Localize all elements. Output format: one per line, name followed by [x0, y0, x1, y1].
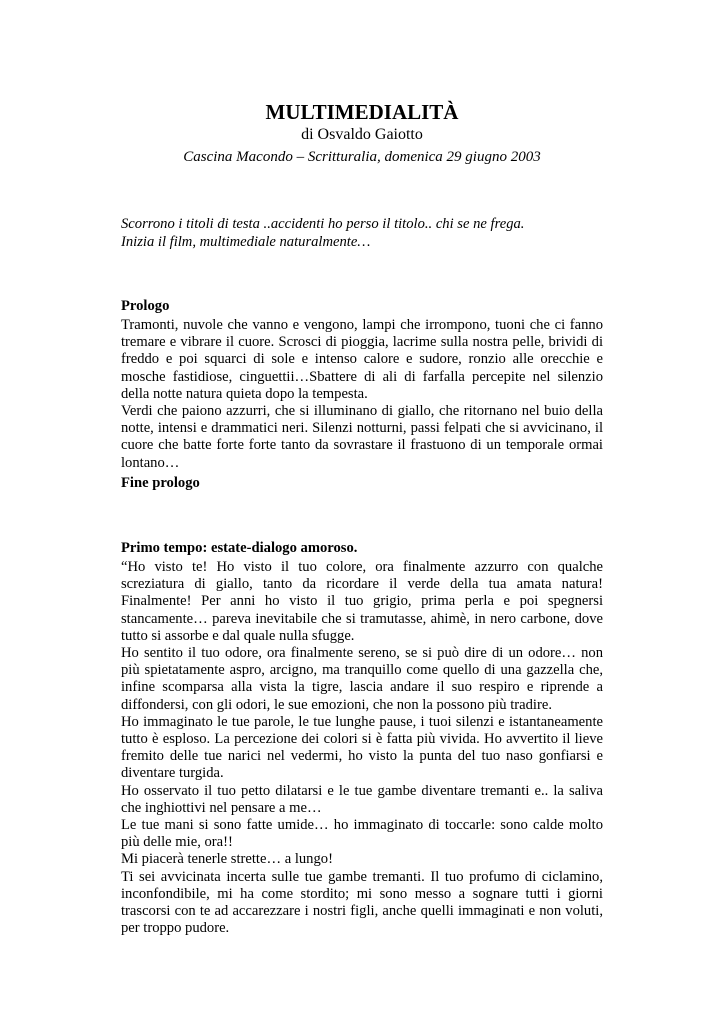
- prologue-paragraph: Verdi che paiono azzurri, che si illuminano di giallo, che ritornano nel buio della notte, intensi e drammatici neri. Silenzi notturni, passi felpati che si avvicinano, il cuore che batte forte forte tanto da sovrastare il frastuono di un temporale ormai lontano…: [121, 403, 603, 471]
- first-part-heading: Primo tempo: estate-dialogo amoroso.: [121, 540, 358, 556]
- first-part-paragraph: Ti sei avvicinata incerta sulle tue gambe tremanti. Il tuo profumo di ciclamino, inconfondibile, mi ha come stordito; mi sono messo a sognare tutti i giorni trascorsi con te ad accarezzare i nostri figli, anche quelli immaginati e non voluti, per troppo pudore.: [121, 868, 603, 937]
- event-line: Cascina Macondo – Scritturalia, domenica 29 giugno 2003: [183, 149, 541, 165]
- intro-line: Scorrono i titoli di testa ..accidenti ho perso il titolo.. chi se ne frega.: [121, 216, 525, 232]
- first-part-paragraph: Le tue mani si sono fatte umide… ho immaginato di toccarle: sono calde molto più delle mie, ora!!: [121, 817, 603, 851]
- first-part-paragraph: Ho osservato il tuo petto dilatarsi e le tue gambe diventare tremanti e.. la saliva che inghiottivi nel pensare a me…: [121, 782, 603, 816]
- first-part-section: [121, 539, 603, 937]
- intro-block: [121, 215, 611, 251]
- intro-line: Inizia il film, multimediale naturalmente…: [121, 234, 371, 250]
- first-part-paragraph: Ho sentito il tuo odore, ora finalmente sereno, se si può dire di un odore… non più spietatamente aspro, arcigno, ma tranquillo come quello di una gazzella che, infine scomparsa alla vista la tigre, lascia andare il suo respiro e riprende a diffondersi, con gli odori, le sue emozioni, che non la possono più tradire.: [121, 645, 603, 713]
- prologue-section: [121, 297, 603, 472]
- prologue-end-heading: Fine prologo: [121, 475, 200, 491]
- prologue-heading: Prologo: [121, 298, 170, 314]
- document-author: di Osvaldo Gaiotto: [301, 126, 423, 143]
- first-part-paragraph: Ho immaginato le tue parole, le tue lunghe pause, i tuoi silenzi e istantaneamente tutto è esploso. La percezione dei colori si è fatta più vivida. Ho avvertito il lieve fremito delle tue narici nel vedermi, ho visto la punta del tuo naso gonfiarsi e diventare turgida.: [121, 713, 603, 782]
- prologue-paragraph: Tramonti, nuvole che vanno e vengono, lampi che irrompono, tuoni che ci fanno tremare e vibrare il cuore. Scrosci di pioggia, lacrime sulla nostra pelle, brividi di freddo e poi squarci di sole e intenso calore e sudore, ronzio alle orecchie e mosche fastidiose, cinguettii…Sbattere di ali di farfalla percepite nel silenzio della notte natura quieta dopo la tempesta.: [121, 317, 603, 402]
- document-title: MULTIMEDIALITÀ: [265, 100, 459, 124]
- first-part-paragraph: Mi piacerà tenerle strette… a lungo!: [121, 851, 333, 868]
- first-part-paragraph: “Ho visto te! Ho visto il tuo colore, ora finalmente azzurro con qualche screziatura di giallo, tanto da ricordare il verde della tua amata natura! Finalmente! Per anni ho visto il tuo grigio, prima perla e poi spegnersi stancamente… pareva inevitabile che si tramutasse, ahimè, in nero carbone, dove tutto si assorbe e dal quale nulla sfugge.: [121, 559, 603, 644]
